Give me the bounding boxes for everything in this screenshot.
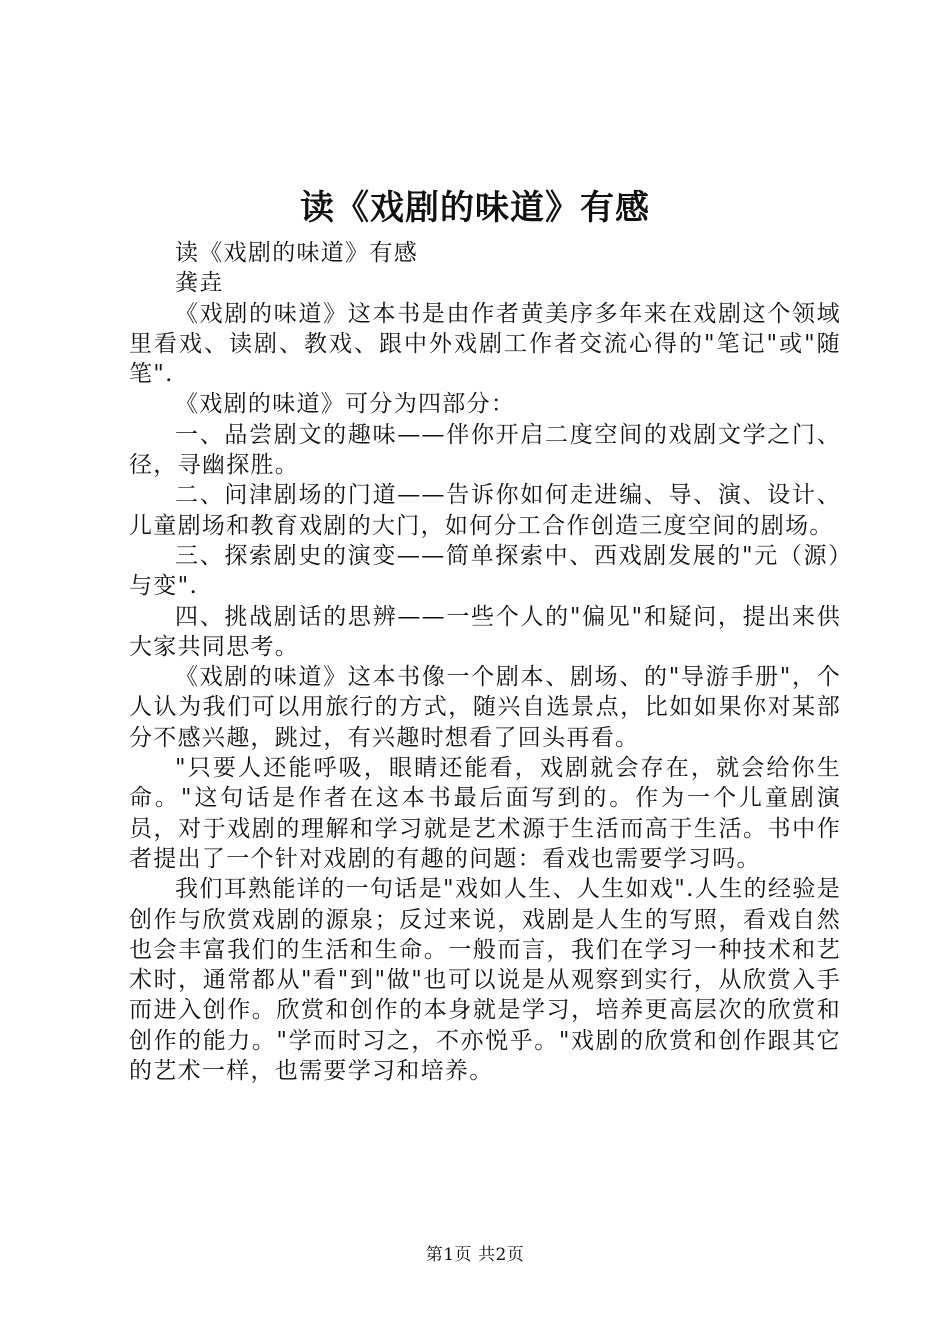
body-paragraph: 一、品尝剧文的趣味——伴你开启二度空间的戏剧文学之门、径，寻幽探胜。 <box>129 421 841 479</box>
author-paragraph: 龚垚 <box>175 270 224 297</box>
body-paragraph: "只要人还能呼吸，眼睛还能看，戏剧就会存在，就会给你生命。"这句话是作者在这本书最后面写到的。作为一个儿童剧演员，对于戏剧的理解和学习就是艺术源于生活而高于生活。书中作者提出了一个针对戏剧的有趣的问题：看戏也需要学习吗。 <box>129 755 841 872</box>
document-body <box>129 238 841 1086</box>
page-number-footer: 第1页 共2页 <box>425 1245 525 1265</box>
body-paragraph: 四、挑战剧话的思辨——一些个人的"偏见"和疑问，提出来供大家共同思考。 <box>129 603 841 660</box>
body-paragraph: 《戏剧的味道》这本书像一个剧本、剧场、的"导游手册"，个人认为我们可以用旅行的方式，随兴自选景点，比如如果你对某部分不感兴趣，跳过，有兴趣时想看了回头再看。 <box>129 664 841 751</box>
body-paragraph: 《戏剧的味道》可分为四部分： <box>175 391 516 418</box>
body-paragraph: 我们耳熟能详的一句话是"戏如人生、人生如戏".人生的经验是创作与欣赏戏剧的源泉；反过来说，戏剧是人生的写照，看戏自然也会丰富我们的生活和生命。一般而言，我们在学习一种技术和艺术时，通常都从"看"到"做"也可以说是从观察到实行，从欣赏入手而进入创作。欣赏和创作的本身就是学习，培养更高层次的欣赏和创作的能力。"学而时习之，不亦悦乎。"戏剧的欣赏和创作跟其它的艺术一样，也需要学习和培养。 <box>129 876 841 1085</box>
body-paragraph: 三、探索剧史的演变——简单探索中、西戏剧发展的"元（源）与变". <box>129 542 841 600</box>
body-paragraph: 二、问津剧场的门道——告诉你如何走进编、导、演、设计、儿童剧场和教育戏剧的大门，如何分工合作创造三度空间的剧场。 <box>129 482 841 539</box>
body-paragraph: 《戏剧的味道》这本书是由作者黄美序多年来在戏剧这个领域里看戏、读剧、教戏、跟中外戏剧工作者交流心得的"笔记"或"随笔". <box>129 300 841 388</box>
subtitle-paragraph: 读《戏剧的味道》有感 <box>175 240 418 266</box>
document-title: 读《戏剧的味道》有感 <box>300 188 650 228</box>
